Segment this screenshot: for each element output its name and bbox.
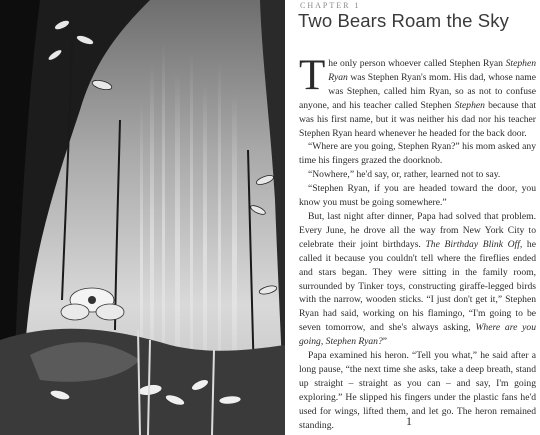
paragraph-6: Papa examined his heron. “Tell you what,” he said after a long pause, “the next time she asks, take a deep breath, stand up straight – straight as you can – and say, I'm going exploring.” He slipped his fingers under the plastic fans he'd used for wings, lifted them, and let go. The heron remained standing. — [299, 350, 536, 431]
chapter-body — [299, 52, 537, 432]
text-page — [286, 0, 540, 435]
paragraph-2: “Where are you going, Stephen Ryan?” his mom asked any time his fingers grazed the doorknob. — [299, 141, 536, 167]
chapter-title: Two Bears Roam the Sky — [298, 10, 509, 31]
chapter-label: CHAPTER 1 — [300, 1, 361, 10]
drop-cap: T — [299, 52, 326, 99]
paragraph-3: “Nowhere,” he'd say, or, rather, learned not to say. — [308, 169, 501, 181]
paragraph-1: The only person whoever called Stephen Ryan Stephen Ryan was Stephen Ryan's mom. His dad, whose name was Stephen, called him Ryan, so as not to confuse anyone, and his teacher called Stephen Stephen because that was his first name, but it was neither his dad nor his teacher Stephen Ryan heard whenever he headed for the back door. — [299, 52, 537, 139]
page-number: 1 — [406, 414, 412, 428]
paragraph-4: “Stephen Ryan, if you are headed toward the door, you know you must be going somewhere.” — [299, 183, 536, 209]
paragraph-5: But, last night after dinner, Papa had solved that problem. Every June, he drove all the way from New York City to celebrate their joint birthdays. The Birthday Blink Off, he called it because you couldn't tell where the fireflies ended and stars began. They were sitting in the family room, surrounded by Tinker toys, constructing giraffe-legged birds with the narrow, wooden sticks. “I just don't get it,” Stephen Ryan had said, working on his flamingo, “I'm going to be seven tomorrow, and she's always asking, Where are you going, Stephen Ryan?” — [299, 210, 536, 348]
